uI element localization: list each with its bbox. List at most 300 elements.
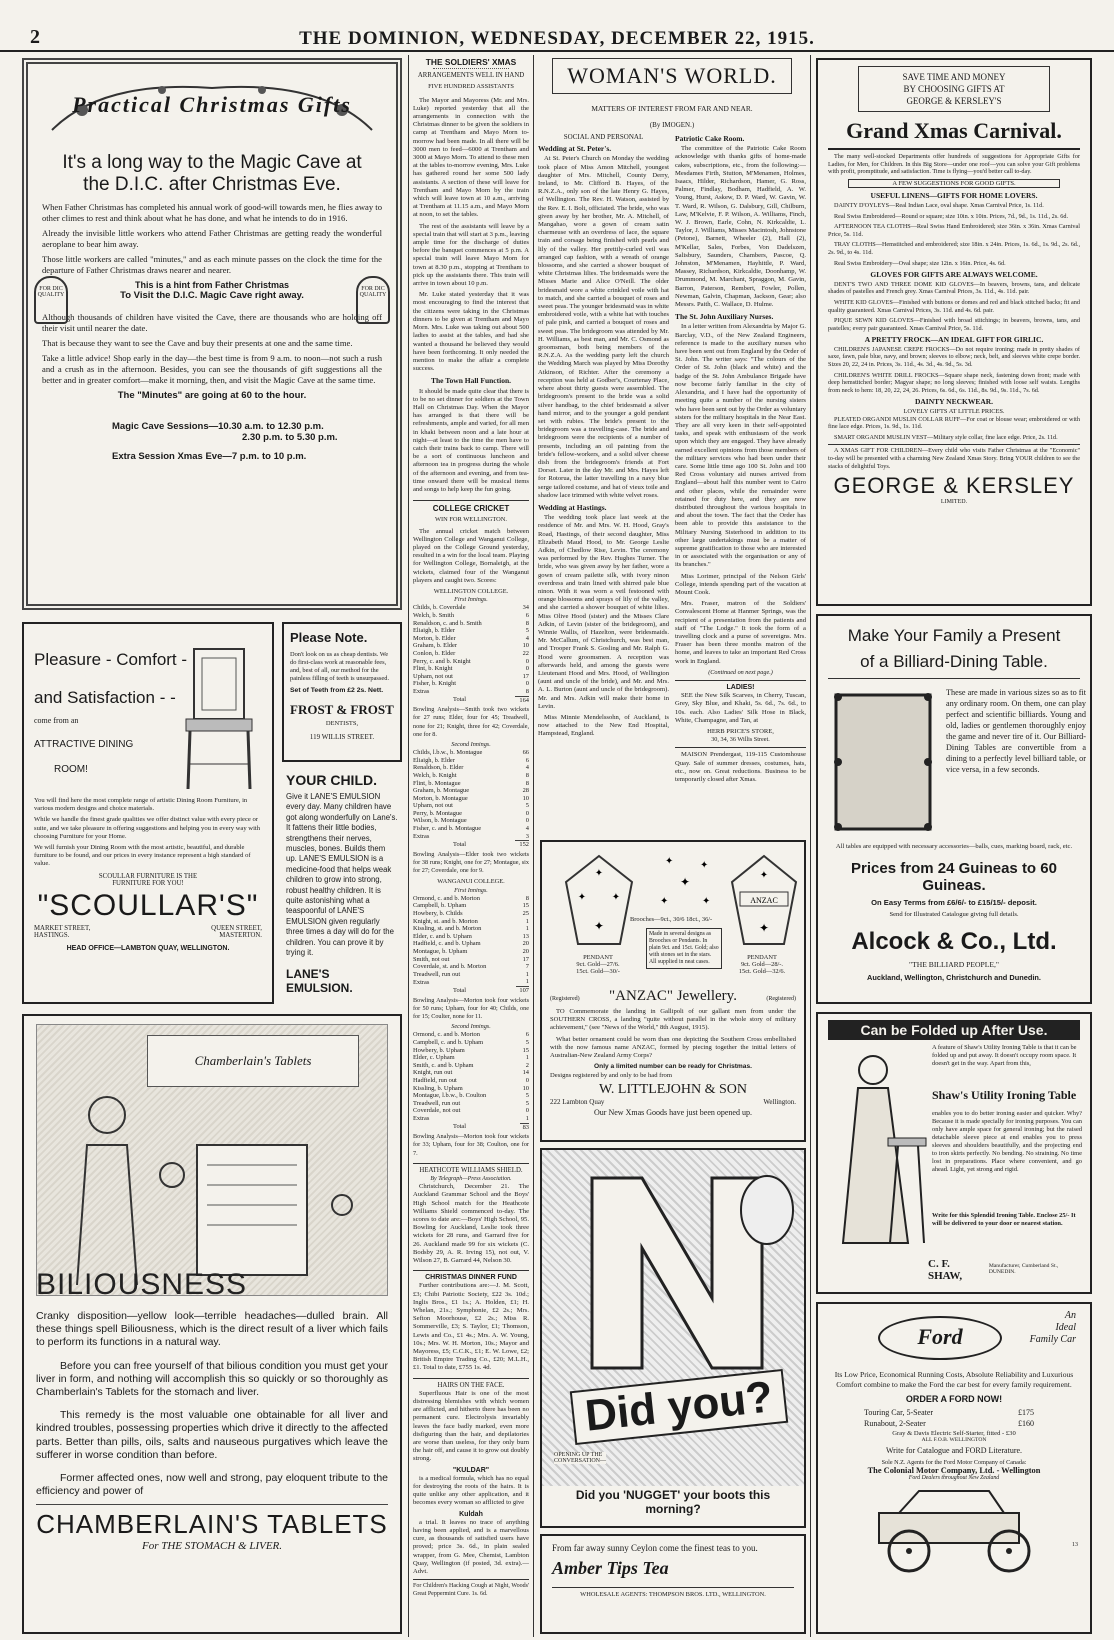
scorecard-row (413, 665, 529, 673)
dic-headline-1: It's a long way to the Magic Cave at (62, 152, 362, 173)
scoullar-tagline: SCOULLAR FURNITURE IS THE (98, 872, 198, 880)
george-few-suggestions: A FEW SUGGESTIONS FOR GOOD GIFTS. (848, 179, 1060, 189)
bowling-analysis: Bowling Analysis—Elder took two wickets for 38 runs; Knight, one for 27; Montague, six for 27; Coverdale, one for 9. (413, 850, 529, 875)
cricket-title: COLLEGE CRICKET (432, 504, 510, 514)
scoullar-name: "SCOULLAR'S" (37, 888, 259, 922)
frost-sub: DENTISTS, (325, 720, 359, 727)
littlejohn-name: W. LITTLEJOHN & SON (598, 1082, 748, 1098)
did-you-text: Did you? (570, 1369, 788, 1445)
bowling-analysis: Bowling Analysis—Morton took four wickets for 33; Upham, four for 38; Coulton, one for 7. (413, 1133, 529, 1157)
column-rule (533, 55, 534, 1637)
batsman-cell: Coverdale, not out (413, 1107, 461, 1115)
batsman-cell: Graham, b. Elder (413, 642, 458, 650)
score-cell: 14 (522, 1069, 529, 1077)
batsman-cell: Extras (413, 832, 430, 840)
score-cell: 0 (525, 665, 529, 673)
scoullar-address-right: QUEEN STREET, MASTERTON. (211, 924, 262, 939)
shaw-product-name: Shaw's Utility Ironing Table (932, 1088, 1077, 1102)
scoullar-tagline: FURNITURE FOR YOU! (112, 879, 184, 887)
george-item: CHILDREN'S WHITE DRILL FROCKS—Square shape neck, fastening down front; made with deep hemstitched border; Magyar shape; no long sleeves; finished with loose self waists. Lengths from neck to hem: 18, 20, 22, 24, 26. Prices, 6s. 6d., 6s. 11d., 8s. 9d., 9s. 11d., 7s. 6d. (828, 371, 1080, 394)
cough-cure-note: For Children's Hacking Cough at Night, Woods' Great Peppermint Cure. 1s. 6d. (413, 1579, 529, 1598)
scorecard-row (413, 925, 529, 933)
scoullar-line: come from an (34, 716, 79, 725)
scorecard-row (413, 963, 529, 971)
george-kersley-advertisement (816, 58, 1092, 606)
chamberlain-paragraph: Cranky disposition—yellow look—terrible headaches—dulled brain. All these things spell Biliousness, which is the direct result of a liver which fails to perform its functions in a natural way. (36, 1310, 388, 1349)
scorecard-row (413, 604, 529, 612)
batsman-cell: Renaldson, c. and b. Smith (413, 619, 482, 627)
dic-quality-badge: FOR DIC QUALITY (356, 276, 390, 324)
score-cell: 6 (525, 611, 529, 619)
george-item: WHITE KID GLOVES—Finished with buttons or domes and red and black stitched backs; fit and quality guaranteed. Xmas Carnival Prices, 3s. 11d. and 4s. 6d. pair. (828, 298, 1080, 314)
scoullar-advertisement (22, 622, 274, 1004)
billiard-table-icon (828, 687, 938, 837)
batsman-cell: Welch, b. Knight (413, 771, 457, 779)
womans-world-title: WOMAN'S WORLD. (552, 58, 792, 94)
batsman-cell: Flint, b. Montague (413, 779, 461, 787)
total-label: Total (453, 841, 467, 848)
scoullar-paragraph: While we handle the finest grade qualities we offer distinct value with every piece or suite, and we take pleasure in offering suggestions and helping you in every way with choosing Furniture for your Home. (34, 816, 261, 840)
womans-paragraph: The wedding took place last week at the residence of Mr. and Mrs. W. H. Hood, Gray's Road, Hastings, of their second daughter, Miss Elizabeth Maud Hood, to Mr. George Leslie Adkin, of Chedlow Rise, Levin. The ceremony was performed by the Rev. Hughes Turner. The bride, who was given away by her father, wore a gown of cream pailette silk, with ivory ninon overdress and train lined with shirred pale blue ninon. With it was worn a veil festooned with orange blossoms and sprays of lily of the valley, and she carried a shower bouquet of white lilies. Miss Olive Hood (sister) and the Misses Clare Adkin, of Levin (sister of the bridegroom), and Winnie Wallis, of Hazelton, were bridesmaids. Mr. McCallum, of Christchurch, was best man, and Trooper Frank S. Gosling and Mr. Ralph G. Hood were groomsmen. A reception was afterwards held, and among the guests were Lieutenant Hood and Mrs. Hood, of Wellington (aunt and uncle of the bride), and Mr. and Mrs. A. L. Burton (aunt and uncle of the bridegroom). Mr. and Mrs. Adkin will make their home in Levin. (538, 514, 669, 710)
news-column-2 (413, 58, 529, 1638)
scorecard-row (413, 612, 529, 620)
continued-note: (Continued on next page.) (708, 668, 773, 676)
svg-text:✦: ✦ (700, 860, 709, 871)
alcock-advertisement (816, 614, 1092, 1004)
cricket-innings: Second Innings. (451, 740, 491, 748)
score-cell: 0 (525, 809, 529, 817)
alcock-catalogue: Send for Illustrated Catalogue giving full details. (889, 911, 1019, 918)
svg-text:✦: ✦ (758, 921, 770, 935)
score-cell: 10 (522, 642, 529, 650)
batsman-cell: Campbell, c. and b. Upham (413, 1038, 484, 1046)
scorecard-total-row (413, 696, 529, 704)
score-cell: 15 (522, 1046, 529, 1054)
batsman-cell: Knight, st. and b. Morton (413, 917, 478, 925)
chamberlain-paragraph: Before you can free yourself of that bilious condition you must get your liver in form, and nothing will accomplish this so quickly or so thoroughly as Chamberlain's Tablets for the stomach and liver. (36, 1359, 388, 1399)
george-item: SMART ORGANDI MUSLIN VEST—Military style collar, fine lace edge. Price, 2s. 11d. (834, 433, 1058, 441)
anzac-paragraph: What better ornament could be worn than one depicting the Southern Cross embellished with the now famous name ANZAC, formed by piecing together the initial letters of Australian-New Zealand Army Corps? (550, 1035, 796, 1060)
ford-intro: Its Low Price, Economical Running Costs, Absolute Reliability and Luxurious Comfort combine to make the Ford the car best for every family requirement. (834, 1370, 1074, 1389)
score-cell: 34 (522, 604, 529, 612)
frost-title: Please Note. (290, 630, 368, 645)
shaw-advertisement (816, 1012, 1092, 1294)
scorecard-row (413, 1069, 529, 1077)
score-cell: 0 (525, 1107, 529, 1115)
alcock-terms: On Easy Terms from £6/6/- to £15/15/- deposit. (871, 898, 1037, 907)
chamberlain-sub: For THE STOMACH & LIVER. (141, 1540, 283, 1553)
score-cell: 15 (522, 902, 529, 910)
herb-price-store: HERB PRICE'S STORE, (707, 728, 774, 736)
george-heading: GLOVES FOR GIFTS ARE ALWAYS WELCOME. (870, 270, 1038, 280)
cricket-team: WANGANUI COLLEGE. (437, 878, 505, 886)
george-item: PIQUE SEWN KID GLOVES—Finished with broad stitchings; in beavers, browns, tans, and pastelles; every pair guaranteed. Xmas Carnival Price, 5s. 11d. (828, 317, 1080, 332)
scorecard-table (413, 604, 529, 704)
batsman-cell: Upham, not out (413, 672, 453, 680)
scorecard-row (413, 1115, 529, 1123)
george-subheading: LOVELY GIFTS AT LITTLE PRICES. (903, 408, 1005, 416)
anzac-design-note: Designs registered by and only to be had from (550, 1072, 672, 1080)
scoullar-address-left: MARKET STREET, HASTINGS. (34, 924, 91, 939)
scorecard-row (413, 895, 529, 903)
womans-paragraph: In a letter written from Alexandria by Major G. Barclay, V.D., of the New Zealand Engineers, reference is made to the auxiliary nurses who have been sent out from England by the Order of St. John. The writer says: "The colours of the Order of St. John (black and white) and the badge of the St. John Ambulance Brigade have now become fairly familiar in the city of Alexandria, and I have had the opportunity of meeting quite a number of the nursing sisters who have been sent out by the Order as voluntary sisters for the military hospitals in the Near East. They are all very keen in their self-appointed tasks, and speak with enthusiasm of the work upon which they are engaged. They have already earned excellent opinions from those members of the military services who had been under their care. Some little time ago 100 St. John and 100 Red Cross voluntary aid nurses arrived from England—about half this number went to Cairo and other places, while the remainder were retained for duty here, and they are now distributed throughout the various hospitals in and about the town. The fact that the Order has been able to provide this assistance to the Military Nursing Sisterhood in addition to its other large undertakings must be a matter of supreme gratification to those who are interested in or associated with the organisation or any of its branches." (675, 323, 806, 569)
fund-title: CHRISTMAS DINNER FUND (425, 1274, 517, 1282)
scorecard-row (413, 940, 529, 948)
batsman-cell: Knight, run out (413, 1069, 453, 1077)
dic-minutes-line: The "Minutes" are going at 60 to the hour. (117, 390, 307, 401)
scoullar-line: Pleasure - Comfort - (34, 650, 188, 669)
george-item: TRAY CLOTHS—Hemstitched and embroidered; size 18in. x 24in. Prices, 1s. 6d., 1s. 9d., 2s. 6d., 2s. 9d., to 4s. 11d. (828, 241, 1080, 256)
score-cell: 1 (525, 1114, 529, 1122)
batsman-cell: Fisher, b. Knight (413, 680, 457, 688)
soldiers-paragraph: The rest of the assistants will leave by a special train that will start at 3 p.m., leaving ample time for the discharge of duties before the banquet commences at 5 p.m. A special train will leave Mayo Morn for town at 8.30 p.m., stopping at Trentham to pick up the assistants there. This train will arrive in town about 10 p.m. (413, 222, 529, 288)
score-cell: 2 (525, 1061, 529, 1069)
hairs-product: Kuldah (459, 1510, 483, 1518)
score-cell: 17 (522, 672, 529, 680)
batsman-cell: Smith, not out (413, 955, 450, 963)
score-cell: 20 (522, 940, 529, 948)
dic-paragraph: Already the invisible little workers who attend Father Christmas are getting ready the wonderful aeroplane to bear him away. (42, 228, 382, 249)
score-cell: 1 (525, 978, 529, 986)
score-cell: 4 (525, 825, 529, 833)
cricket-sub: WIN FOR WELLINGTON. (434, 516, 507, 524)
score-cell: 25 (522, 910, 529, 918)
svg-text:✦: ✦ (611, 892, 621, 903)
dic-advertisement (22, 58, 402, 610)
hairs-body: a trial. It leaves no trace of anything having been applied, and is a marvellous cure, as thousands of satisfied users have proved; price 3s. 6d., in plain sealed wrapper, from G. Mee, Chemist, Lambton Quay, Wellington (if posted, 3d. extra).—Advt. (413, 1518, 529, 1576)
nugget-question: Did you 'NUGGET' your boots this morning? (575, 1488, 771, 1516)
dic-banner-text: Practical Christmas Gifts (72, 92, 352, 117)
ford-starter: Gray & Davis Electric Self-Starter, fitted - £30 (892, 1430, 1016, 1437)
scorecard-row (413, 635, 529, 643)
batsman-cell: Elder, c. Upham (413, 1054, 455, 1062)
alcock-accessories: All tables are equipped with necessary accessories—balls, cues, marking board, rack, etc. (835, 843, 1073, 850)
pendant-left-prices: PENDANT 9ct. Gold—27/6. 15ct. Gold—30/- (576, 954, 620, 975)
anzac-note: Made in several designs as Brooches or Pendants. In plain 9ct. and 15ct. Gold; also with stones set in the stars. All supplied in neat cases. (646, 928, 722, 969)
littlejohn-city: Wellington. (763, 1098, 796, 1107)
ford-logo: Ford (878, 1316, 1002, 1360)
scorecard-row (413, 1092, 529, 1100)
womans-paragraph: Mrs. Fraser, matron of the Soldiers' Convalescent Home at Hanmer Springs, was the recipient of a presentation from the patients and staff of "The Lodge." It took the form of a travelling clock and a purse of sovereigns. Mrs. Fraser has been three months matron of the home, and leaves to take an important Red Cross work in England. (675, 600, 806, 665)
scorecard-row (413, 971, 529, 979)
maison-paragraph: MAISON Prendergast, 119-115 Customhouse Quay. Sale of summer dresses, costumes, hats, etc., now on. Great reductions. Business to be temporarily closed after Xmas. (675, 751, 806, 784)
nugget-advertisement (540, 1148, 806, 1528)
shaw-write: Write for this Splendid Ironing Table. Enclose 25/- It will be delivered to your door or nearest station. (932, 1212, 1076, 1227)
score-cell: 3 (525, 832, 529, 840)
batsman-cell: Renaldson, b. Elder (413, 764, 464, 772)
scorecard-row (413, 956, 529, 964)
womans-world-byline: (By IMOGEN.) (649, 121, 695, 129)
shaw-title: Can be Folded up After Use. (828, 1020, 1080, 1040)
chamberlain-sign: Chamberlain's Tablets (147, 1035, 359, 1087)
batsman-cell: Morton, b. Montague (413, 794, 468, 802)
svg-text:✦: ✦ (665, 856, 674, 867)
womans-paragraph: Miss Minnie Mendelssohn, of Auckland, is now attached to the New End Hospital, Hampstead, England. (538, 714, 669, 738)
george-heading: USEFUL LINENS—GIFTS FOR HOME LOVERS. (870, 191, 1038, 201)
svg-text:✦: ✦ (577, 892, 587, 903)
scorecard-row (413, 1062, 529, 1070)
woman-ironing-icon (828, 1048, 928, 1248)
total-value: 152 (515, 841, 529, 849)
svg-text:✦: ✦ (594, 868, 604, 879)
heathcote-byline: By Telegraph—Press Association. (430, 1175, 512, 1182)
ladies-paragraph: SEE the New Silk Scarves, in Cherry, Tuscan, Grey, Sky Blue, and Khaki, 5s. 6d., 7s. 6d., to 10s. each. Also Ladies' Silk Hose in Black, White, Champagne, and Tan, at (675, 692, 806, 724)
scorecard-row (413, 772, 529, 780)
total-value: 83 (520, 1123, 529, 1131)
dic-paragraph: Take a little advice! Shop early in the day—the best time is from 9 a.m. to noon—not such a rush and a crush as in the afternoon. Besides, you can see the thousands of gift suggestions all the better and in greater comfort—make it morning, then, and visit the Magic Cave at the same time. (42, 353, 382, 385)
heathcote-body: Christchurch, December 21. The Auckland Grammar School and the Boys' High School match for the Heathcote Williams Shield commenced to-day. The scores to date are:—Boys' High School, 95. Bowling for Auckland, Leslie took three wickets for 28 runs, and Garrard five for 26. Auckland made 99 for six wickets (C. Bodsby 29, A. R. Irving 15), not out, V. Wilson 27, B. Garrard 44, Nelson 30. (413, 1183, 529, 1264)
george-heading: DAINTY NECKWEAR. (914, 397, 994, 407)
scorecard-row (413, 1039, 529, 1047)
lanes-name: LANE'S EMULSION. (286, 966, 353, 995)
svg-text:✦: ✦ (702, 896, 711, 907)
dic-paragraph: Those little workers are called "minutes," and as each minute passes on the clock the time for the departure of Father Christmas draws nearer and nearer. (42, 254, 382, 275)
soldiers-title: THE SOLDIERS' XMAS (425, 58, 517, 67)
score-cell: 28 (522, 787, 529, 795)
registered-mark: (Registered) (550, 996, 580, 1002)
bowling-analysis: Bowling Analysis—Smith took two wickets for 27 runs; Elder, four for 45; Treadwell, none for 21; Knight, three for 42; Coverdale, one for 8. (413, 706, 529, 738)
scorecard-row (413, 1100, 529, 1108)
womans-subheading: Wedding at St. Peter's. (538, 144, 612, 154)
nugget-caption: OPENING UP THE CONVERSATION— (554, 1452, 607, 1464)
score-cell: 13 (522, 932, 529, 940)
alcock-headline: of a Billiard-Dining Table. (828, 652, 1080, 679)
scorecard-row (413, 1047, 529, 1055)
george-intro: The many well-stocked Departments offer hundreds of suggestions for Appropriate Gifts for Ladies, for Men, for Children. In this Big Store—under one roof—you can solve your Gift problems with profit, promptitude, and satisfaction. Time is flying—you'd better call to-day. (828, 153, 1080, 176)
scorecard-row (413, 933, 529, 941)
ford-car-icon (839, 1485, 1069, 1575)
frost-name: FROST & FROST (290, 702, 394, 717)
scorecard-total-row (413, 1123, 529, 1131)
scorecard-table (413, 895, 529, 995)
george-kersley-intro-box: SAVE TIME AND MONEY BY CHOOSING GIFTS AT GEORGE & KERSLEY'S (858, 66, 1050, 112)
scorecard-row (413, 810, 529, 818)
scoullar-paragraph: You will find here the most complete range of artistic Dining Room Furniture, in various modern designs and choice materials. (34, 797, 248, 813)
batsman-cell: Childs, l.b.w., b. Montague (413, 749, 483, 757)
batsman-cell: Kissling, b. Upham (413, 1084, 463, 1092)
score-cell: 0 (525, 680, 529, 688)
total-label: Total (453, 696, 467, 704)
shaw-intro: A feature of Shaw's Utility Ironing Table is that it can be folded up and put away. It doesn't occupy room space. It doesn't get in the way. Apart from this, (932, 1044, 1077, 1067)
george-item: Real Swiss Embroidered—Round or square; size 10in. x 10in. Prices, 7d., 9d., 1s. 11d., 2s. 6d. (834, 212, 1069, 220)
batsman-cell: Extras (413, 1115, 430, 1123)
anzac-title: "ANZAC" Jewellery. (609, 988, 737, 1004)
ford-ad-number: 13 (1072, 1542, 1078, 1548)
batsman-cell: Wilson, b. Montague (413, 817, 467, 825)
chamberlain-paragraph: This remedy is the most valuable one obtainable for all liver and kindred troubles, possessing properties which drive it directly to the affected parts. Better than pills, oils, salts and nauseous purgatives which leave the sufferer in worse condition than before. (36, 1409, 388, 1461)
ford-price-row: Touring Car, 5-Seater £175 (864, 1408, 1034, 1417)
alcock-name: Alcock & Co., Ltd. (851, 928, 1057, 955)
svg-text:✦: ✦ (680, 875, 691, 889)
soldiers-subhead: FIVE HUNDRED ASSISTANTS (428, 83, 514, 91)
frost-offer: Set of Teeth from £2 2s. Nett. (290, 687, 384, 694)
batsman-cell: Graham, b. Montague (413, 787, 470, 795)
batsman-cell: Upham, not out (413, 802, 453, 810)
chamberlain-illustration (36, 1024, 388, 1296)
svg-text:✦: ✦ (759, 870, 769, 881)
chamberlain-advertisement (22, 1014, 402, 1634)
scorecard-row (413, 910, 529, 918)
lanes-title: YOUR CHILD. (286, 772, 377, 788)
frost-body: Don't look on us as cheap dentists. We do first-class work at reasonable fees, and, best of all, our method for the painless filling of teeth is unsurpassed. (290, 651, 390, 682)
scorecard-row (413, 833, 529, 841)
score-cell: 6 (525, 756, 529, 764)
soldiers-paragraph: Mr. Luke stated yesterday that it was most encouraging to find the interest that the citizens were taking in the Christmas dinners to be given at Trentham and Mayo Morn. Mrs. Luke was taking out about 500 ladies to assist at the tables, and had she wanted a thousand he believed they would have been forthcoming. It only needed the mention to make the affair a complete success. (413, 291, 529, 373)
dic-hint-2: To Visit the D.I.C. Magic Cave right away. (120, 290, 304, 301)
lanes-body: Give it LANE'S EMULSION every day. Many children have got along wonderfully on Lane's. It fattens their little bodies, strengthens their nerves, muscles, bones. Builds them up. LANE'S EMULSION is a medicine-food that helps weak children to grow into strong, robust healthy children. It is quite astonishing what a teaspoonful of LANE'S EMULSION given regularly three times a day will do for the children. You can prove it by trying it. (286, 792, 398, 958)
george-item: DENT'S TWO AND THREE DOME KID GLOVES—In beavers, browns, tans, and delicate shades of pastelles and French grey. Xmas Carnival Prices, 3s. 11d., 4s. 11d. pair. (828, 280, 1080, 296)
boot-polish-tin-icon (737, 1170, 797, 1250)
alcock-cities: Auckland, Wellington, Christchurch and Dunedin. (867, 973, 1041, 982)
score-cell: 4 (525, 764, 529, 772)
womans-paragraph: The committee of the Patriotic Cake Room acknowledge with thanks gifts of home-made cakes, subscriptions, etc., from the following:—Mesdames Firth, Stutton, M'Menamen, Holmes, Isaacs, Hilder, Richardson, Hamer, G. Ross, Palmer, Findlay, Bodham, Hadfield, A. W. Young, Hurst, Askew, D. P. Ward, W. Gavin, W. T. Ward, R. Wilson, G. Dalsbury, Gill, Chilburn, Law, M'Kelvie, F. P. Wilson, A. Williams, Finch, W. J. Brown, Earle, Cohn, N. Kirkcaldie, L. Taylor, J. Williams, Misses Macintosh, Johnstone (Petone), Barnett, Wheeler (2), Hall (2), M'Kellar, Sales, Forbes, Von Dadelszen, Salisbury, Saunders, Chambers, Pascoe, Q. Johnston, M'Menamen, Hayhittle, P. Ward, Massey, Richardson, Kirkcaldie, Doonhamp, W. Drummond, M. Marchant, Spraggon, M. Gavin, Barron, Paterson, Rembert, Fowler, Pollen, Newman, Galvin, Chapman, Jackson, Gear; also Messrs. Paith, C. Wallace, D. Hulme. (675, 145, 806, 309)
registered-mark: (Registered) (766, 996, 796, 1002)
hairs-body: Superfluous Hair is one of the most distressing blemishes with which women are afflicted, and hitherto there has been no permanent cure. Electrolysis invariably leaves the face badly marked, even more disfiguring than the hair, and depilatories are worse than useless, for they only burn the hair off, and cause it to grow out doubly strong. (413, 1389, 529, 1463)
alcock-tagline: "THE BILLIARD PEOPLE," (909, 960, 999, 969)
dic-quality-badge: FOR DIC QUALITY (34, 276, 68, 324)
shaw-body: enables you to do better ironing easier and quicker. Why? Because it is made specially for ironing purposes. You can only have ample space for general ironing; but the raised detachable sleeve piece at end enables you to press sleeves and shoulders beautifully, and the projecting end to iron skirts perfectly. No bending. No straining. No time lost in preparations. Place where convenient, and go ahead. Light, yet strong and rigid. (932, 1110, 1082, 1173)
alcock-body: These are made in various sizes so as to fit any ordinary room. On them, one can play perfect and scientific billiards. Young and old, ladies or gentlemen thoroughly enjoy the game and never tire of it. Our Billiard-Dining Tables are convertible from a dining to a perfectly level billiard table, or vice versa, in a few seconds. (946, 688, 1086, 774)
batsman-cell: Morton, b. Elder (413, 634, 456, 642)
hairs-body: is a medical formula, which has no equal for destroying the roots of the hairs. It is quite unlike any other application, and it becomes every woman so afflicted to give (413, 1474, 529, 1507)
dic-paragraph: Although thousands of children have visited the Cave, there are thousands who are holding off their visit until nearer the date. (42, 312, 382, 333)
dic-sessions: 2.30 p.m. to 5.30 p.m. (242, 432, 338, 443)
scorecard-total-row (413, 841, 529, 849)
batsman-cell: Elder, c. and b. Upham (413, 932, 472, 940)
ford-fob: ALL F.O.B. WELLINGTON (921, 1437, 987, 1443)
southern-cross-pendant-icon (560, 852, 638, 952)
score-cell: 1 (525, 917, 529, 925)
family-sketch-icon (57, 1085, 387, 1285)
batsman-cell: Eliaigh, b. Elder (413, 627, 455, 635)
batsman-cell: Montague, b. Upham (413, 948, 468, 956)
hairs-product: "KULDAR" (452, 1466, 490, 1474)
total-label: Total (453, 986, 467, 994)
batsman-cell: Hadfield, c. and b. Upham (413, 940, 481, 948)
scorecard-table (413, 749, 529, 849)
batsman-cell: Perry, b. Montague (413, 809, 462, 817)
score-cell: 22 (522, 649, 529, 657)
batsman-cell: Eliaigh, b. Elder (413, 756, 455, 764)
fund-body: Further contributions are:—J. M. Scott, £3; Chibi Patriotic Society, £22 3s. 10d.; Inglis Bros., £1 1s.; A. Holden, £1; H. Whelan, 21s.; Symphonie, £2 2s.; Mrs. Sefton Moorhouse, £2 2s.; Miss R. Sommerville, £3; S. Taylor, £1; Thomson, Lewis and Co., £1 4s.; Mrs. A. W. Young, 10s.; Mrs. W. H. Morton, 10s.; Mayor and Mayoress, £5; C.C.K., £1; E. W. Lowe, £2; British Empire Trading Co., £20; M.L.H., £1. Total to date, £755 1s. 4d. (413, 1282, 529, 1372)
dic-banner (42, 70, 382, 148)
george-kersley-limited: LIMITED. (940, 499, 968, 506)
score-cell: 8 (525, 894, 529, 902)
scorecard-table (413, 1031, 529, 1131)
score-cell: 1 (525, 925, 529, 933)
batsman-cell: Extras (413, 688, 430, 696)
scorecard-row (413, 642, 529, 650)
scorecard-row (413, 787, 529, 795)
score-cell: 7 (525, 963, 529, 971)
womans-paragraph: Miss Lorimer, principal of the Nelson Girls' College, intends spending part of the vacation at Mount Cook. (675, 572, 806, 596)
batsman-cell: Howbery, b. Upham (413, 1046, 465, 1054)
womans-subheading: The St. John Auxiliary Nurses. (675, 312, 774, 322)
score-cell: 0 (525, 657, 529, 665)
dic-headline-2: the D.I.C. after Christmas Eve. (83, 174, 341, 195)
ford-price-row: Runabout, 2-Seater £160 (864, 1419, 1034, 1428)
chamberlain-name: CHAMBERLAIN'S TABLETS (36, 1504, 388, 1540)
batsman-cell: Campbell, b. Upham (413, 902, 467, 910)
cricket-intro: The annual cricket match between Wellington College and Wanganui College, played on the College Ground yesterday, resulted in a win for the local team. Playing for Wellington College, Bornaleigh, at the wickets, claimed four of the Wanganui players and caught two. Scores: (413, 527, 529, 584)
ford-dealers: Ford Dealers throughout New Zealand (908, 1475, 1000, 1481)
svg-text:✦: ✦ (660, 896, 669, 907)
ford-catalogue: Write for Catalogue and FORD Literature. (885, 1446, 1023, 1455)
score-cell: 4 (525, 634, 529, 642)
score-cell: 8 (525, 779, 529, 787)
anzac-advertisement (540, 840, 806, 1142)
alcock-prices: Prices from 24 Guineas to 60 Guineas. (851, 860, 1057, 894)
scorecard-row (413, 673, 529, 681)
ford-agents: Sole N.Z. Agents for the Ford Motor Company of Canada: (881, 1459, 1027, 1466)
score-cell: 5 (525, 1099, 529, 1107)
frost-address: 119 WILLIS STREET. (309, 733, 375, 741)
dic-paragraph: That is because they want to see the Cave and buy their presents at one and the same time. (42, 338, 353, 348)
amber-tips-agents: WHOLESALE AGENTS: THOMPSON BROS. LTD., WELLINGTON. (552, 1587, 794, 1598)
column-rule (408, 55, 409, 1637)
herb-price-address: 30, 34, 36 Willis Street. (711, 736, 770, 744)
scoullar-line: ROOM! (54, 764, 88, 775)
ford-order: ORDER A FORD NOW! (905, 1394, 1003, 1404)
batsman-cell: Kissling, st. and b. Morton (413, 925, 482, 933)
cricket-innings: Second Innings. (451, 1023, 491, 1031)
alcock-headline: Make Your Family a Present (847, 626, 1061, 645)
score-cell: 1 (525, 970, 529, 978)
shaw-firm-sub: Manufacturer, Cumberland St., DUNEDIN. (988, 1263, 1059, 1275)
batsman-cell: Extras (413, 978, 430, 986)
score-cell: 8 (525, 619, 529, 627)
column-rule (810, 55, 811, 1637)
score-cell: 5 (525, 1038, 529, 1046)
batsman-cell: Flint, b. Knight (413, 665, 453, 673)
heathcote-title: HEATHCOTE WILLIAMS SHIELD. (419, 1166, 523, 1174)
george-item: DAINTY D'OYLEYS—Real Indian Lace, oval shape. Xmas Carnival Price, 1s. 11d. (834, 201, 1044, 209)
cricket-innings: First Innings. (454, 886, 488, 894)
george-item: AFTERNOON TEA CLOTHS—Real Swiss Hand Embroidered; size 36in. x 36in. Xmas Carnival Price, 5s. 11d. (828, 223, 1080, 238)
dic-hint-1: This is a hint from Father Christmas (134, 280, 290, 290)
amber-tips-brand: Amber Tips Tea (552, 1558, 669, 1578)
amber-tips-advertisement (540, 1534, 806, 1634)
dic-sessions: Magic Cave Sessions—10.30 a.m. to 12.30 p.m. (112, 421, 324, 432)
littlejohn-new-goods: Our New Xmas Goods have just been opened up. (594, 1108, 752, 1118)
scorecard-row (413, 658, 529, 666)
scorecard-row (413, 795, 529, 803)
scorecard-row (413, 978, 529, 986)
amber-tips-text: From far away sunny Ceylon come the finest teas to you. (552, 1543, 758, 1553)
womans-world-sub: MATTERS OF INTEREST FROM FAR AND NEAR. (591, 104, 753, 113)
scorecard-row (413, 688, 529, 696)
george-item: CHILDREN'S JAPANESE CREPE FROCKS—Do not require ironing; made in pretty shades of saxe, fawn, pale blue, navy, and brown; sleeves to elbow; neck, belt, and sleeves white crepe border. Sizes 20, 22, 24 in. Prices, 3s. 11d., 4s. 3d., 4s. 9d., 5s. 3d. (828, 345, 1080, 369)
scorecard-row (413, 650, 529, 658)
anzac-limited: Only a limited number can be ready for Christmas. (594, 1063, 752, 1071)
batsman-cell: Childs, b. Coverdale (413, 604, 466, 612)
soldiers-subhead: ARRANGEMENTS WELL IN HAND (417, 72, 525, 80)
southern-cross-brooch-icon (650, 850, 720, 910)
george-heading: A PRETTY FROCK—AN IDEAL GIFT FOR GIRLIC. (864, 335, 1044, 345)
scorecard-row (413, 1031, 529, 1039)
womans-paragraph: At St. Peter's Church on Monday the wedding took place of Miss Amon Mitchell, youngest daughter of Mrs. Mitchell, County Derry, Ireland, to Mr. Clifford B. Hayes, of the R.N.Z.A., only son of the late Henry G. Hayes, of Wellington. The Rev. H. Watson, assisted by the Rev. E. I. Bolt, officiated. The bride, who was given away by her brother, Mr. A. Mitchell, of Mangahao, wore a gown of cream satin charmeuse with an overdress of lace, the square train and corsage being finished with pearls and lily of the valley. Her prettily-curled veil was arranged cap fashion, with a wreath of orange blossoms, and she carried a shower bouquet of white Christmas lilies. The bridesmaids were the Misses Marie and Alice O'Neill. The older bridesmaid wore a white crinkled voile with hat to match, and she carried a bouquet of roses and sweet peas. The younger bridesmaid was in white embroidered voile, with a white hat with touches of pale pink, and carried a bouquet of roses and sweet peas. The bridegroom was attended by Mr. H. Williams, as best man, and Mr. C. Osmond as groomsman, both being members of the R.N.Z.A. As the wedding party left the church the Wedding March was played by Miss Dorothy Atkinson, of Richter. After the ceremony a reception was held at Godber's, Courtenay Place, where about thirty guests were assembled. The bridegroom's present to the bride was a solid silver handbag, to the chief bridesmaid a silver hand mirror, and to the younger a gold pendant set with rubies. The bride's present to the bridegroom was a travelling-case. The bride and bridegroom were the recipients of a number of presents, including an oil painting from the bride's fellow-workers, and a solid silver cheese dish from the bridegroom's friends at Fort Dorset. Later in the day Mr. and Mrs. Hayes left for Rotorua, the latter travelling in a navy blue serge tailored costume, and hat of vieux toile and shadow lace trimmed with white velvet roses. (538, 155, 669, 499)
soldiers-subheading: The Town Hall Function. (430, 376, 512, 386)
scoullar-head-office: HEAD OFFICE—LAMBTON QUAY, WELLINGTON. (66, 944, 230, 952)
scorecard-row (413, 757, 529, 765)
chamberlain-paragraph: Former affected ones, now well and strong, pay eloquent tribute to the efficiency and power of (36, 1472, 388, 1498)
score-cell: 5 (525, 802, 529, 810)
womans-subheading: Patriotic Cake Room. (675, 134, 745, 143)
ladies-title: LADIES! (726, 684, 755, 691)
ford-advertisement (816, 1302, 1092, 1634)
svg-text:✦: ✦ (593, 919, 605, 933)
scorecard-row (413, 1107, 529, 1115)
